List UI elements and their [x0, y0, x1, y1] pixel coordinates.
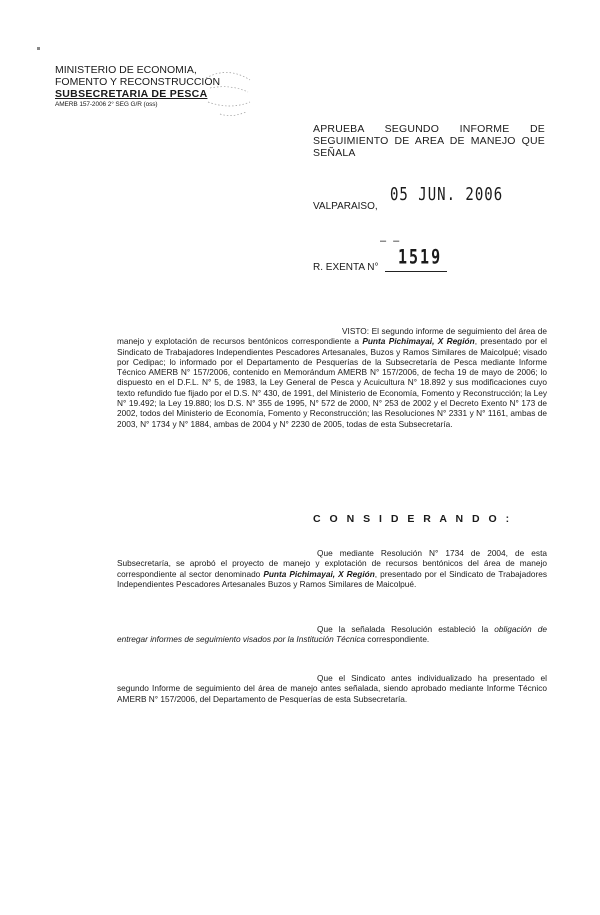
place-label: VALPARAISO, — [313, 201, 378, 212]
c3-text: Que el Sindicato antes individualizado ha presentado el segundo Informe de seguimiento del área de manejo antes señalada, siendo aprobado mediante Informe Técnico AMERB N° 157/2006, del Departamento de Pesquerías de esta Subsecretaría. — [117, 673, 547, 704]
ministry-line-1: MINISTERIO DE ECONOMIA, — [55, 64, 197, 76]
c1-place: Punta Pichimayai, X Región — [263, 568, 375, 579]
resolution-underline — [385, 271, 447, 272]
subsecretaria-line: SUBSECRETARIA DE PESCA — [55, 88, 208, 100]
c1-lead: Que mediante Resolución N° 1734 de 2004, de esta Subsecretaría, se aprobó el proyecto de manejo y explotación de recursos bentónicos del área de manejo correspondiente al sector denominado — [117, 548, 547, 579]
visto-lead: VISTO: El segundo informe de seguimiento del área de manejo y explotación de recursos bentónicos correspondiente a — [117, 326, 547, 347]
date-stamp: 05 JUN. 2006 — [390, 185, 504, 205]
corner-mark — [37, 47, 40, 50]
c2-lead: Que la señalada Resolución estableció la — [317, 624, 495, 634]
resolution-dash: – – — [380, 235, 402, 247]
resolution-label: R. EXENTA N° — [313, 262, 379, 273]
reference-code: AMERB 157-2006 2° SEG G/R (oss) — [55, 101, 158, 108]
seal-stamp — [200, 62, 255, 122]
visto-place: Punta Pichimayai, X Región — [362, 336, 475, 347]
visto-paragraph — [117, 326, 547, 429]
ministry-line-2: FOMENTO Y RECONSTRUCCION — [55, 76, 221, 88]
considerando-heading: C O N S I D E R A N D O : — [313, 513, 513, 525]
considerando-1 — [117, 548, 547, 589]
considerando-2 — [117, 624, 547, 645]
visto-rest: , presentado por el Sindicato de Trabajadores Independientes Pescadores Artesanales, Buzos y Ramos Similares de Maicolpué; visado por Cedipac; lo informado por el Departamento de Pesquerías de la Subsecretaría de Pesca mediante Informe Técnico AMERB N° 157/2006, contenido en Memorándum AMERB N° 157/2006, de fecha 19 de mayo de 2006; lo dispuesto en el D.F.L. N° 5, de 1983, la Ley General de Pesca y Acuicultura N° 18.892 y sus modificaciones cuyo texto refundido fue fijado por el D.S. N° 430, de 1991, del Ministerio de Economía, Fomento y Reconstrucción; la Ley N° 19.492; la Ley 19.880; los D.S. N° 355 de 1995, N° 572 de 2000, N° 253 de 2002 y el Decreto Exento N° 173 de 2002, todos del Ministerio de Economía, Fomento y Reconstrucción; las Resoluciones N° 2331 y N° 1161, ambas de 2003, N° 1734 y N° 1884, ambas de 2004 y N° 2230 de 2005, todas de esta Subsecretaría. — [117, 336, 547, 429]
c2-rest: correspondiente. — [365, 634, 430, 645]
c1-rest: , presentado por el Sindicato de Trabajadores Independientes Pescadores Artesanales Buzos y Ramos Similares de Maicolpué. — [117, 568, 547, 589]
letterhead — [55, 64, 220, 109]
document-subject: APRUEBA SEGUNDO INFORME DE SEGUIMIENTO DE AREA DE MANEJO QUE SEÑALA — [313, 123, 545, 159]
c2-italic: obligación de entregar informes de seguimiento visados por la Institución Técnica — [117, 624, 547, 645]
resolution-number: 1519 — [398, 245, 443, 269]
considerando-3 — [117, 673, 547, 704]
